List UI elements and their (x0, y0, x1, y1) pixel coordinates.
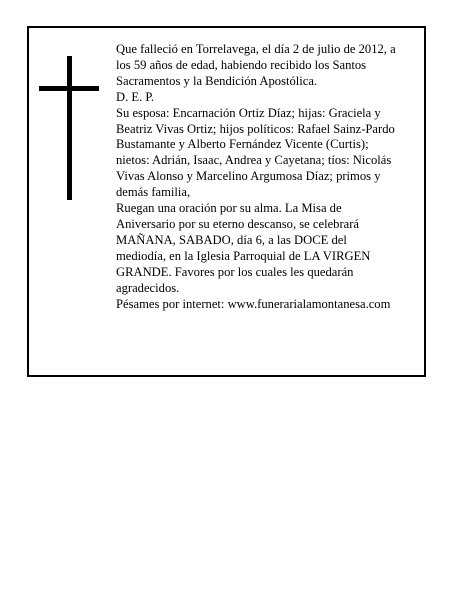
obituary-notice-frame (27, 26, 426, 377)
text-line: Bustamante y Alberto Fernández Vicente (Curtis); (116, 137, 369, 152)
text-line: GRANDE. Favores por los cuales les quedarán (116, 264, 354, 279)
condolences-line: Pésames por internet: www.funerarialamontanesa.com (116, 296, 391, 311)
text-line: Ruegan una oración por su alma. La Misa de (116, 201, 342, 216)
text-line: Que falleció en Torrelavega, el día 2 de julio de 2012, a (116, 42, 396, 56)
text-line: MAÑANA, SABADO, día 6, a las DOCE del (116, 232, 347, 247)
text-line: Aniversario por su eterno descanso, se celebrará (116, 216, 360, 231)
text-line: nietos: Adrián, Isaac, Andrea y Cayetana; tíos: Nicolás (116, 153, 392, 168)
text-line: mediodía, en la Iglesia Parroquial de LA VIRGEN (116, 248, 371, 263)
text-line: Vivas Alonso y Marcelino Argumosa Díaz; primos y (116, 169, 381, 184)
cross-vertical-bar (67, 56, 72, 200)
text-line: los 59 años de edad, habiendo recibido los Santos (116, 57, 367, 72)
text-line: Su esposa: Encarnación Ortiz Díaz; hijas: Graciela y (116, 105, 381, 120)
cross-horizontal-bar (39, 86, 99, 91)
text-line: Sacramentos y la Bendición Apostólica. (116, 73, 318, 88)
cross-icon (39, 56, 99, 200)
rip-line: D. E. P. (116, 89, 155, 104)
text-line: Beatriz Vivas Ortiz; hijos políticos: Rafael Sainz-Pardo (116, 121, 395, 136)
text-line: agradecidos. (116, 280, 180, 295)
obituary-text (116, 42, 424, 312)
text-line: demás familia, (116, 185, 191, 200)
